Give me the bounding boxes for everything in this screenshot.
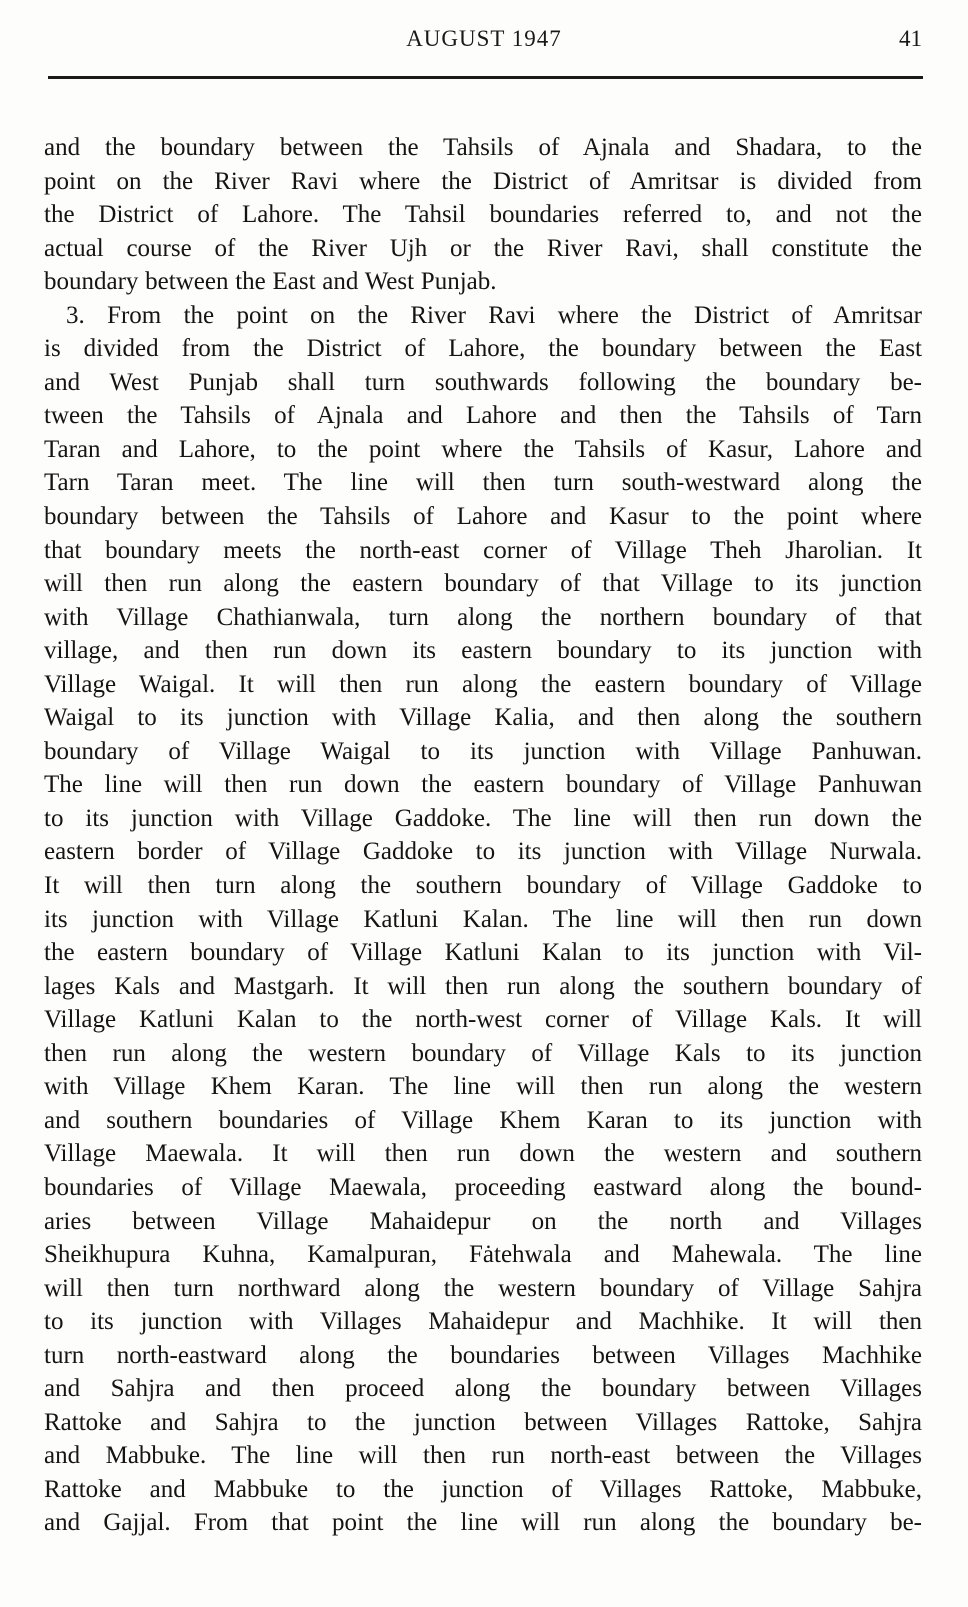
text-line: point on the River Ravi where the District of Amritsar is divided from xyxy=(44,167,922,195)
text-line: The line will then run down the eastern boundary of Village Panhuwan xyxy=(44,771,922,799)
text-line: aries between Village Mahaidepur on the north and Villages xyxy=(44,1207,922,1235)
page-number: 41 xyxy=(899,26,922,51)
text-line: and southern boundaries of Village Khem Karan to its junction with xyxy=(44,1106,922,1134)
paragraph xyxy=(44,131,922,299)
text-line: Taran and Lahore, to the point where the Tahsils of Kasur, Lahore and xyxy=(44,435,922,463)
text-line: eastern border of Village Gaddoke to its junction with Village Nurwala. xyxy=(44,838,922,866)
text-line: and West Punjab shall turn southwards following the boundary be- xyxy=(44,368,922,396)
text-line: will then turn northward along the western boundary of Village Sahjra xyxy=(44,1274,922,1302)
header-title: AUGUST 1947 xyxy=(406,26,562,51)
text-line: Tarn Taran meet. The line will then turn south-westward along the xyxy=(44,469,922,497)
text-line: Waigal to its junction with Village Kalia, and then along the southern xyxy=(44,704,922,732)
text-line: that boundary meets the north-east corner of Village Theh Jharolian. It xyxy=(44,536,922,564)
document-body xyxy=(44,131,922,1540)
text-line: the eastern boundary of Village Katluni Kalan to its junction with Vil- xyxy=(44,939,922,967)
text-line: Village Katluni Kalan to the north-west corner of Village Kals. It will xyxy=(44,1006,922,1034)
paragraph xyxy=(44,299,922,1540)
text-line: with Village Khem Karan. The line will then run along the western xyxy=(44,1073,922,1101)
text-line: 3. From the point on the River Ravi where the District of Amritsar xyxy=(66,301,922,329)
text-line: boundary of Village Waigal to its junction with Village Panhuwan. xyxy=(44,737,922,765)
text-line: actual course of the River Ujh or the River Ravi, shall constitute the xyxy=(44,234,922,262)
text-line: with Village Chathianwala, turn along the northern boundary of that xyxy=(44,603,922,631)
text-line: Rattoke and Mabbuke to the junction of Villages Rattoke, Mabbuke, xyxy=(44,1475,922,1503)
text-line: and Gajjal. From that point the line will run along the boundary be- xyxy=(44,1509,922,1537)
text-line: Rattoke and Sahjra to the junction between Villages Rattoke, Sahjra xyxy=(44,1408,922,1436)
text-line: village, and then run down its eastern boundary to its junction with xyxy=(44,637,922,665)
text-line: then run along the western boundary of Village Kals to its junction xyxy=(44,1039,922,1067)
text-line: boundary between the Tahsils of Lahore and Kasur to the point where xyxy=(44,503,922,531)
text-line: Village Waigal. It will then run along the eastern boundary of Village xyxy=(44,670,922,698)
text-line: turn north-eastward along the boundaries between Villages Machhike xyxy=(44,1341,922,1369)
page-header xyxy=(0,26,968,60)
text-line: is divided from the District of Lahore, the boundary between the East xyxy=(44,335,922,363)
text-line: to its junction with Village Gaddoke. The line will then run down the xyxy=(44,804,922,832)
text-line: boundary between the East and West Punjab. xyxy=(44,268,497,296)
text-line: and Sahjra and then proceed along the boundary between Villages xyxy=(44,1375,922,1403)
text-line: Sheikhupura Kuhna, Kamalpuran, Fȧtehwala and Mahewala. The line xyxy=(44,1241,922,1269)
text-line: to its junction with Villages Mahaidepur and Machhike. It will then xyxy=(44,1308,922,1336)
text-line: will then run along the eastern boundary of that Village to its junction xyxy=(44,570,922,598)
text-line: and the boundary between the Tahsils of Ajnala and Shadara, to the xyxy=(44,134,922,161)
text-line: tween the Tahsils of Ajnala and Lahore and then the Tahsils of Tarn xyxy=(44,402,922,430)
text-line: Village Maewala. It will then run down the western and southern xyxy=(44,1140,922,1168)
text-line: boundaries of Village Maewala, proceeding eastward along the bound- xyxy=(44,1173,922,1201)
text-line: lages Kals and Mastgarh. It will then run along the southern boundary of xyxy=(44,972,922,1000)
text-line: the District of Lahore. The Tahsil boundaries referred to, and not the xyxy=(44,201,922,229)
header-rule xyxy=(48,76,923,79)
text-line: its junction with Village Katluni Kalan. The line will then run down xyxy=(44,905,922,933)
text-line: It will then turn along the southern boundary of Village Gaddoke to xyxy=(44,872,922,900)
text-line: and Mabbuke. The line will then run north-east between the Villages xyxy=(44,1442,922,1470)
